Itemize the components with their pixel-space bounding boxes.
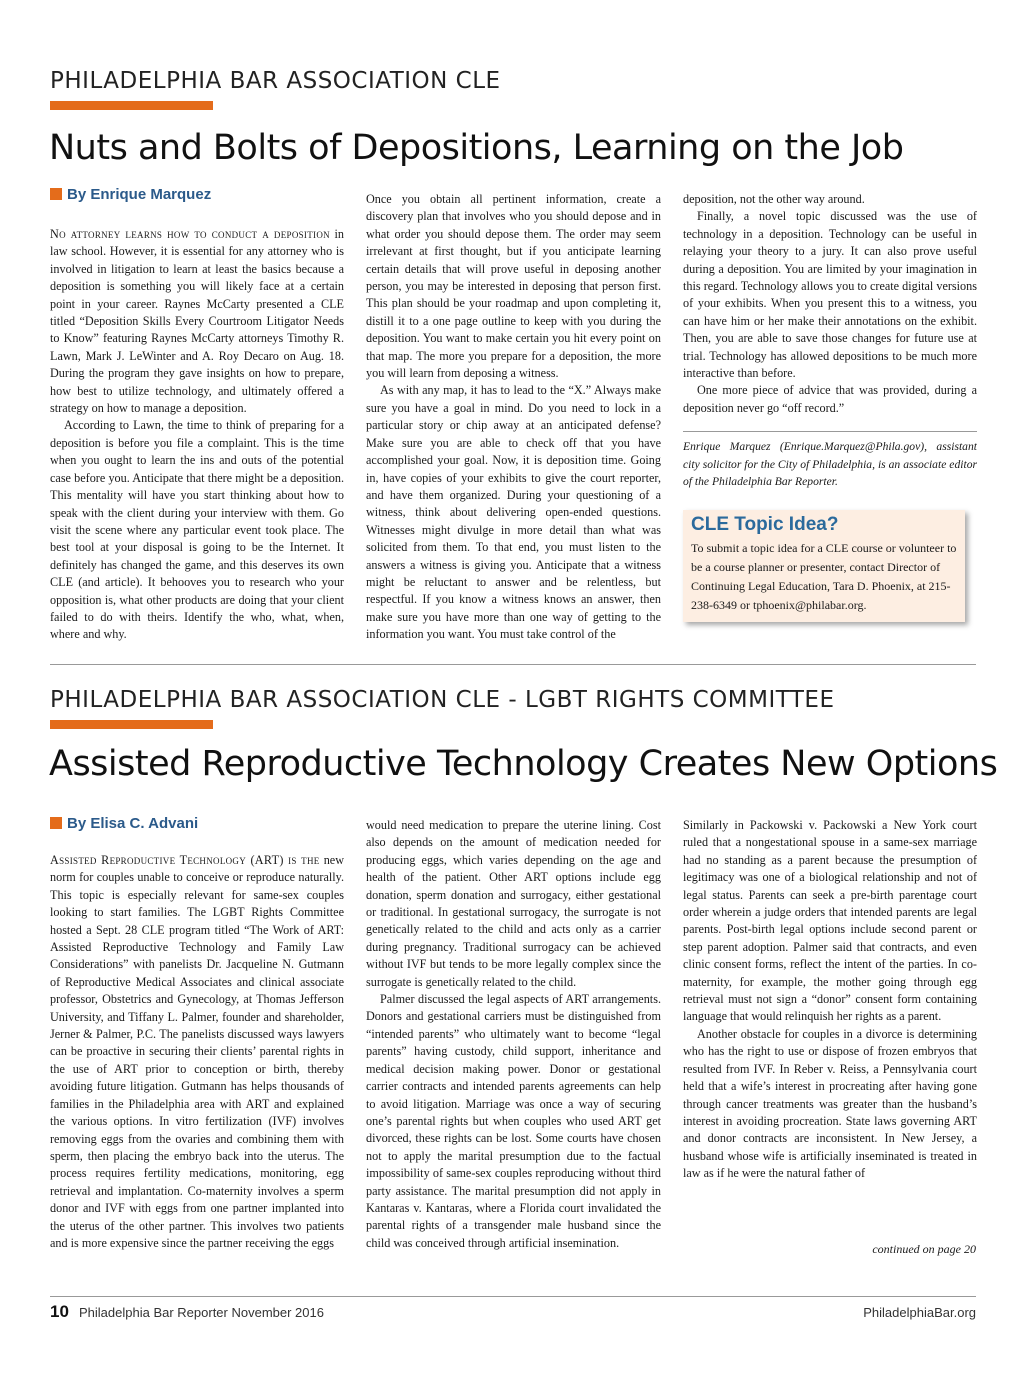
section-divider	[50, 664, 976, 665]
body-paragraph: No attorney learns how to conduct a deposition in law school. However, it is essential for any attorney who is involved in litigation to learn at least the basics because a deposition is something you will likely face at a certain point in your career. Raynes McCarty presented a CLE titled “Deposition Skills Every Courtroom Litigator Needs to Know” featuring Raynes McCarty attorneys Timothy R. Lawn, Mark J. LeWinter and A. Roy Decaro on Aug. 18. During the program they gave insights on how to prepare, how best to utilize technology, and ultimately offered a strategy on how to manage a deposition.	[50, 227, 344, 416]
article-title: Nuts and Bolts of Depositions, Learning on the Job	[49, 128, 904, 168]
body-paragraph: Another obstacle for couples in a divorce is determining who has the right to use or dispose of frozen embryos that resulted from IVF. In Reber v. Reiss, a Pennsylvania court held that a wife’s interest in procreating after having gone through cancer treatments was greater than the husband’s interest in avoiding procreation. State laws governing ART and donor contracts are inconsistent. In New Jersey, a husband whose wife is artificially inseminated is treated in law as if he were the natural father of	[683, 1026, 977, 1181]
continued-note: continued on page 20	[872, 1242, 976, 1256]
body-paragraph: Finally, a novel topic discussed was the use of technology in a deposition. Technology can be useful in relaying your theory to a jury. It can also prove useful during a deposition. You are limited by your imagination in this regard. Technology allows you to create digital versions of your exhibits. When you present this to a witness, you can have him or her make their annotations on the exhibit. Then, you are able to save those changes for future use at trial. Technology has allowed depositions to be much more interactive than before.	[683, 209, 977, 381]
body-paragraph-continued: would need medication to prepare the uterine lining. Cost also depends on the amount of medication needed for producing eggs, which varies depending on the age and health of the patient. Other ART options include egg donation, sperm donation and surrogacy, either gestational or traditional. In gestational surrogacy, the surrogate is not genetically related to the child and acts only as a carrier during pregnancy. Traditional surrogacy can be achieved without IVF but tends to be more legally complex since the surrogate is genetically related to the child.	[366, 818, 661, 989]
byline-text: By Elisa C. Advani	[67, 815, 199, 832]
byline-square-icon	[50, 188, 62, 200]
article-column-1	[50, 226, 344, 644]
body-paragraph-continued: Similarly in Packowski v. Packowski a New York court ruled that a nongestational spouse in a same-sex marriage had no standing as a parent because the presumption of legitimacy was one of a biological relationship and not of legal status. Parents can seek a pre-birth parentage court order wherein a judge orders that intended parents are legal parents. Post-birth legal options include second parent or step parent adoption. Palmer said that contracts, and even clinic consent forms, reflect the intent of the parties. In co-maternity, for example, the mother going through egg retrieval must not sign a “donor” consent form containing language that would relinquish her rights as a parent.	[683, 818, 977, 1024]
byline-text: By Enrique Marquez	[67, 186, 212, 203]
byline	[50, 186, 211, 203]
cle-topic-title: CLE Topic Idea?	[691, 514, 839, 535]
body-paragraph: As with any map, it has to lead to the “X.” Always make sure you have a goal in mind. Do you need to lock in a particular story or chip away at an anticipated defense? Make sure you are able to check off that you have accomplished your goal. Now, it is deposition time. Going in, have copies of your exhibits to give the court reporter, and have them organized. During your questioning of a witness, think about delivering open-ended questions. Witnesses might divulge in more detail than what was solicited from them. To that end, you must listen to the answers a witness is giving you. Anticipate that a witness might be reluctant to answer and be relentless, but respectful. If you know a witness knows an answer, then make sure you have more than one way of getting to the information you want. You must take control of the	[366, 383, 661, 642]
byline-square-icon	[50, 817, 62, 829]
body-paragraph: According to Lawn, the time to think of preparing for a deposition is before you file a complaint. This is the time when you ought to learn the ins and outs of the potential case before you. Anticipate that there might be a deposition. This mentality will have you start thinking about how to speak with the client during your interview with them. Go visit the scene where any particular event took place. The best tool at your disposal is going to be the Internet. It definitely has changed the game, and this deserves its own CLE (and article). It behooves you to research who your opposition is, what other products are doing that your client failed to do with theirs. Identify the who, what, when, where and why.	[50, 418, 344, 642]
body-paragraph-continued: Once you obtain all pertinent information, create a discovery plan that involves who you should depose and in what order you should depose them. The order may seem irrelevant at first thought, but if you anticipate learning certain details that will prove useful in deposing another person, you may be interested in deposing that person first. This plan should be your roadmap and upon completing it, distill it to a one page outline to keep with you during the deposition. You want to make certain you hit every point on that map. The more you prepare for a deposition, the more you will learn from deposing a witness.	[366, 192, 661, 381]
section-label: PHILADELPHIA BAR ASSOCIATION CLE - LGBT RIGHTS COMMITTEE	[50, 687, 835, 713]
section-accent-bar	[50, 720, 213, 729]
body-paragraph-continued: deposition, not the other way around.	[683, 192, 865, 206]
publication-name: Philadelphia Bar Reporter November 2016	[79, 1305, 324, 1320]
lead-in-caps: Assisted Reproductive Technology (ART) is the	[50, 853, 320, 867]
article-column-2	[366, 191, 661, 644]
cle-topic-box	[683, 510, 965, 622]
lead-in-caps: No attorney learns how to conduct a deposition	[50, 227, 330, 241]
body-paragraph: Assisted Reproductive Technology (ART) is the new norm for couples unable to conceive or reproduce naturally. This topic is especially relevant for same-sex couples looking to start families. The LGBT Rights Committee hosted a Sept. 28 CLE program titled “The Work of ART: Assisted Reproductive Technology and Family Law Considerations” with panelists Dr. Jacqueline N. Gutmann of Reproductive Medical Associates and clinical associate professor, Obstetrics and Gynecology, at Thomas Jefferson University, and Tiffany L. Palmer, founder and shareholder, Jerner & Palmer, P.C. The panelists discussed ways lawyers can be proactive in securing their clients’ parental rights in the use of ART prior to conception or birth, thereby avoiding future litigation. Gutmann has helps thousands of families in the Philadelphia area with ART and explained the various options. In vitro fertilization (IVF) involves removing eggs from the ovaries and combining them with sperm, then placing the embryo back into the uterus. The process requires fertility medications, monitoring, egg retrieval and implantation. Co-maternity involves a sperm donor and IVF with eggs from one partner implanted into the uterus of the other partner. This involves two patients and is more expensive since the partner receiving the eggs	[50, 853, 344, 1250]
section-accent-bar	[50, 101, 213, 110]
article-column-3	[683, 191, 977, 507]
website-link[interactable]: PhiladelphiaBar.org	[863, 1305, 976, 1320]
article-column-1	[50, 852, 344, 1252]
cle-topic-body: To submit a topic idea for a CLE course or volunteer to be a course planner or presenter, contact Director of Continuing Legal Education, Tara D. Phoenix, at 215-238-6349 or tphoenix@philabar.org.	[691, 541, 957, 612]
section-label: PHILADELPHIA BAR ASSOCIATION CLE	[50, 68, 501, 94]
article-title: Assisted Reproductive Technology Creates New Options	[49, 744, 998, 784]
article-column-3	[683, 817, 977, 1235]
article-column-2	[366, 817, 661, 1252]
page-number: 10	[50, 1302, 69, 1321]
byline	[50, 815, 198, 832]
body-paragraph: Palmer discussed the legal aspects of ART arrangements. Donors and gestational carriers must be distinguished from “intended parents” who ultimately want to become “legal parents” having custody, child support, inheritance and medical decision making power. Donor or gestational carrier contracts and intended parents agreements can help to avoid litigation. Marriage was once a way of securing one’s parental rights but when couples who used ART get divorced, these rights can be lost. Some courts have chosen not to apply the marital presumption due to the factual impossibility of same-sex couples reproducing without third party assistance. The marital presumption did not apply in Kantaras v. Kantaras, where a Florida court invalidated the parental rights of a transgender male husband since the child was conceived through artificial insemination.	[366, 992, 661, 1250]
author-note: Enrique Marquez (Enrique.Marquez@Phila.gov), assistant city solicitor for the City of Philadelphia, is an associate editor of the Philadelphia Bar Reporter.	[683, 431, 977, 490]
body-paragraph: One more piece of advice that was provided, during a deposition never go “off record.”	[683, 383, 977, 415]
footer-divider	[50, 1296, 976, 1297]
